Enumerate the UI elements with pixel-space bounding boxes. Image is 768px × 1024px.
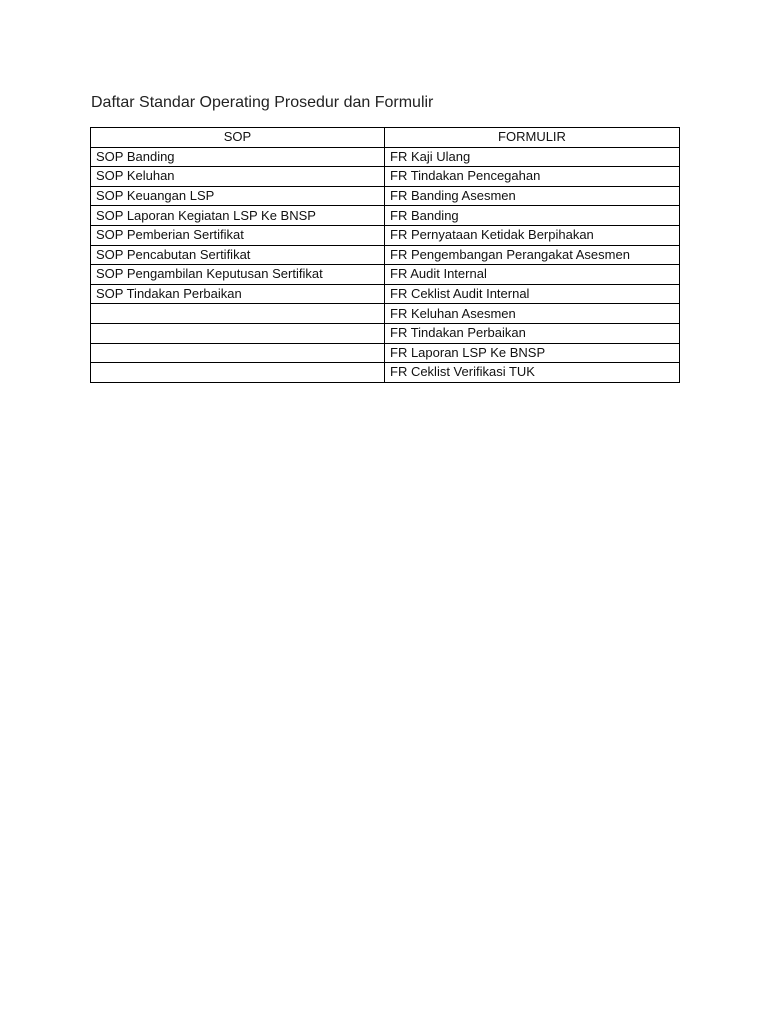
table-row bbox=[91, 186, 680, 206]
formulir-cell: FR Ceklist Verifikasi TUK bbox=[385, 363, 680, 383]
formulir-cell: FR Pernyataan Ketidak Berpihakan bbox=[385, 225, 680, 245]
formulir-cell: FR Tindakan Perbaikan bbox=[385, 323, 680, 343]
formulir-cell: FR Ceklist Audit Internal bbox=[385, 284, 680, 304]
sop-formulir-table bbox=[90, 127, 680, 383]
column-header-formulir: FORMULIR bbox=[385, 128, 680, 148]
sop-cell: SOP Pengambilan Keputusan Sertifikat bbox=[91, 265, 385, 285]
table-row bbox=[91, 304, 680, 324]
sop-cell bbox=[91, 343, 385, 363]
sop-cell: SOP Tindakan Perbaikan bbox=[91, 284, 385, 304]
table-row bbox=[91, 323, 680, 343]
sop-cell bbox=[91, 363, 385, 383]
column-header-sop: SOP bbox=[91, 128, 385, 148]
table-row bbox=[91, 206, 680, 226]
formulir-cell: FR Tindakan Pencegahan bbox=[385, 167, 680, 187]
formulir-cell: FR Keluhan Asesmen bbox=[385, 304, 680, 324]
table-row bbox=[91, 167, 680, 187]
sop-cell: SOP Keuangan LSP bbox=[91, 186, 385, 206]
document-title: Daftar Standar Operating Prosedur dan Formulir bbox=[91, 94, 434, 111]
sop-cell bbox=[91, 323, 385, 343]
table-row bbox=[91, 225, 680, 245]
table-row bbox=[91, 284, 680, 304]
sop-cell: SOP Pencabutan Sertifikat bbox=[91, 245, 385, 265]
formulir-cell: FR Kaji Ulang bbox=[385, 147, 680, 167]
table-row bbox=[91, 147, 680, 167]
table-header-row bbox=[91, 128, 680, 148]
sop-cell bbox=[91, 304, 385, 324]
formulir-cell: FR Banding Asesmen bbox=[385, 186, 680, 206]
formulir-cell: FR Laporan LSP Ke BNSP bbox=[385, 343, 680, 363]
table-row bbox=[91, 343, 680, 363]
table-row bbox=[91, 245, 680, 265]
formulir-cell: FR Banding bbox=[385, 206, 680, 226]
sop-cell: SOP Pemberian Sertifikat bbox=[91, 225, 385, 245]
sop-cell: SOP Laporan Kegiatan LSP Ke BNSP bbox=[91, 206, 385, 226]
formulir-cell: FR Pengembangan Perangakat Asesmen bbox=[385, 245, 680, 265]
sop-cell: SOP Keluhan bbox=[91, 167, 385, 187]
table-row bbox=[91, 363, 680, 383]
formulir-cell: FR Audit Internal bbox=[385, 265, 680, 285]
sop-cell: SOP Banding bbox=[91, 147, 385, 167]
table-row bbox=[91, 265, 680, 285]
